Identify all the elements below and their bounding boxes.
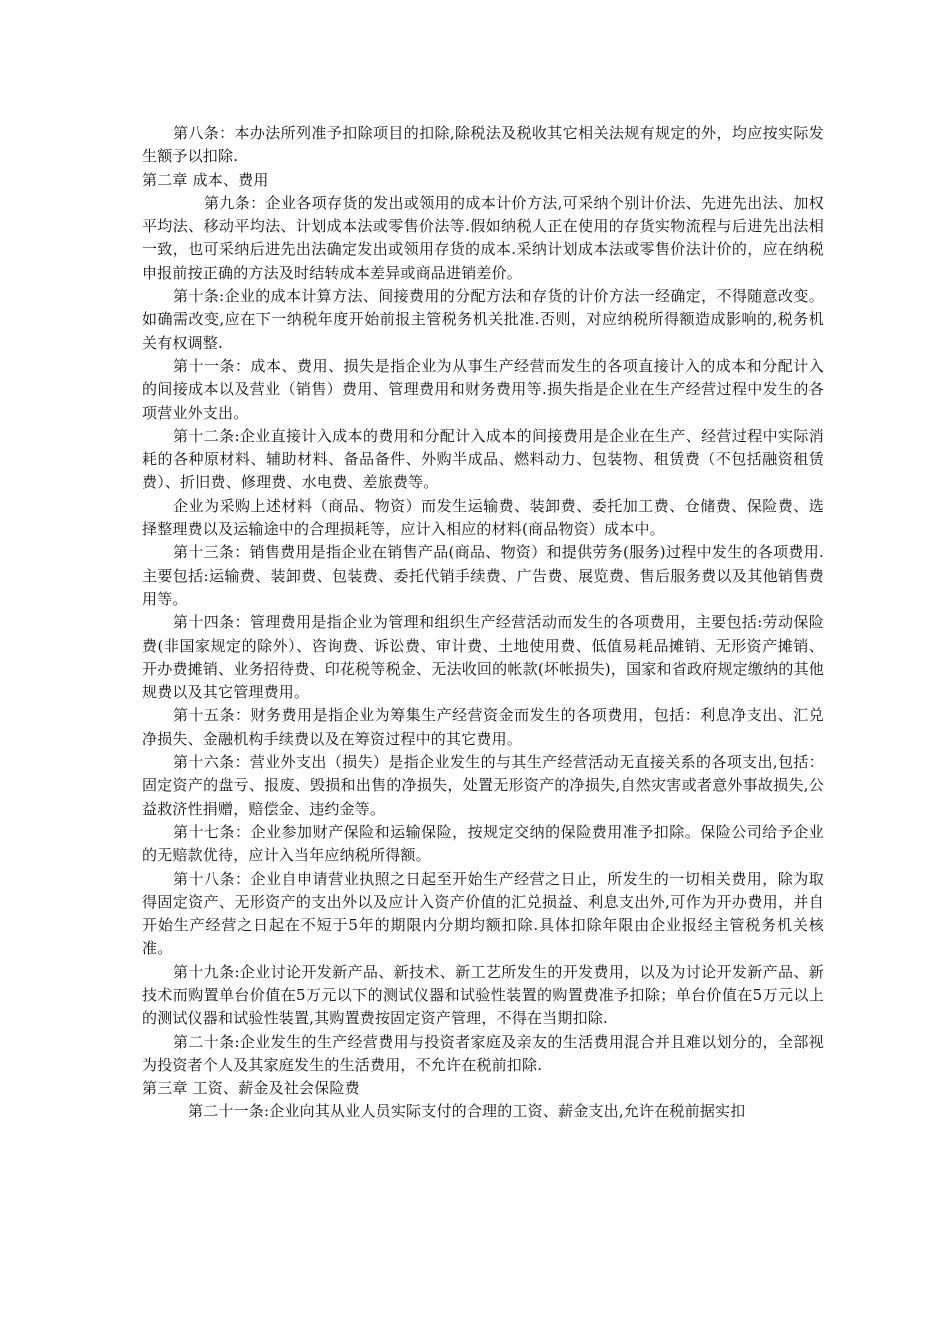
chapter-2-heading: 第二章 成本、费用 (142, 170, 269, 189)
article-13: 第十三条：销售费用是指企业在销售产品(商品、物资）和提供劳务(服务)过程中发生的各项费用.主要包括:运输费、装卸费、包装费、委托代销手续费、广告费、展览费、售后服务费以及其他销售费用等。 (142, 543, 824, 608)
article-10: 第十条:企业的成本计算方法、间接费用的分配方法和存货的计价方法一经确定，不得随意改变。如确需改变,应在下一纳税年度开始前报主管税务机关批准.否则，对应纳税所得额造成影响的,税务机关有权调整. (142, 287, 824, 352)
article-19: 第十九条:企业讨论开发新产品、新技术、新工艺所发生的开发费用，以及为讨论开发新产品、新技术而购置单台价值在5万元以下的测试仪器和试验性装置的购置费准予扣除；单台价值在5万元以上的测试仪器和试验性装置,其购置费按固定资产管理，不得在当期扣除. (142, 962, 824, 1028)
article-15: 第十五条：财务费用是指企业为筹集生产经营资金而发生的各项费用，包括：利息净支出、汇兑净损失、金融机构手续费以及在筹资过程中的其它费用。 (142, 706, 824, 748)
article-17: 第十七条：企业参加财产保险和运输保险，按规定交纳的保险费用准予扣除。保险公司给予企业的无赔款优待，应计入当年应纳税所得额。 (142, 822, 824, 865)
article-20: 第二十条:企业发生的生产经营费用与投资者家庭及亲友的生活费用混合并且难以划分的，全部视为投资者个人及其家庭发生的生活费用，不允许在税前扣除. (142, 1032, 824, 1074)
article-11: 第十一条：成本、费用、损失是指企业为从事生产经营而发生的各项直接计入的成本和分配计入的间接成本以及营业（销售）费用、管理费用和财务费用等.损失指是企业在生产经营过程中发生的各项营业外支出。 (142, 356, 824, 422)
chapter-3-heading: 第三章 工资、薪金及社会保险费 (142, 1079, 360, 1098)
article-8: 第八条：本办法所列准予扣除项目的扣除,除税法及税收其它相关法规有规定的外，均应按实际发生额予以扣除. (142, 124, 824, 166)
article-21: 第二十一条:企业向其从业人员实际支付的合理的工资、薪金支出,允许在税前据实扣 (188, 1102, 746, 1121)
article-18: 第十八条：企业自申请营业执照之日起至开始生产经营之日止，所发生的一切相关费用，除为取得固定资产、无形资产的支出外以及应计入资产价值的汇兑损益、利息支出外,可作为开办费用，并自开始生产经营之日起在不短于5年的期限内分期均额扣除.具体扣除年限由企业报经主管税务机关核准。 (142, 869, 824, 958)
article-9: 第九条：企业各项存货的发出或领用的成本计价方法,可采纳个别计价法、先进先出法、加权平均法、移动平均法、计划成本法或零售价法等.假如纳税人正在使用的存货实物流程与后进先出法相一致，也可采纳后进先出法确定发出或领用存货的成本.采纳计划成本法或零售价法计价的，应在纳税申报前按正确的方法及时结转成本差异或商品进销差价。 (142, 193, 824, 282)
article-12-supplement: 企业为采购上述材料（商品、物资）而发生运输费、装卸费、委托加工费、仓储费、保险费、选择整理费以及运输途中的合理损耗等，应计入相应的材料(商品物资）成本中。 (142, 496, 824, 539)
article-14: 第十四条：管理费用是指企业为管理和组织生产经营活动而发生的各项费用，主要包括:劳动保险费(非国家规定的除外）、咨询费、诉讼费、审计费、土地使用费、低值易耗品摊销、无形资产摊销、开办费摊销、业务招待费、印花税等税金、无法收回的帐款(坏帐损失)，国家和省政府规定缴纳的其他规费以及其它管理费用。 (142, 613, 824, 702)
article-12: 第十二条:企业直接计入成本的费用和分配计入成本的间接费用是企业在生产、经营过程中实际消耗的各种原材料、辅助材料、备品备件、外购半成品、燃料动力、包装物、租赁费（不包括融资租赁费）、折旧费、修理费、水电费、差旅费等。 (142, 426, 824, 492)
article-16: 第十六条：营业外支出（损失）是指企业发生的与其生产经营活动无直接关系的各项支出,包括：固定资产的盘亏、报废、毁损和出售的净损失，处置无形资产的净损失,自然灾害或者意外事故损失,公益救济性捐赠，赔偿金、违约金等。 (142, 753, 824, 818)
